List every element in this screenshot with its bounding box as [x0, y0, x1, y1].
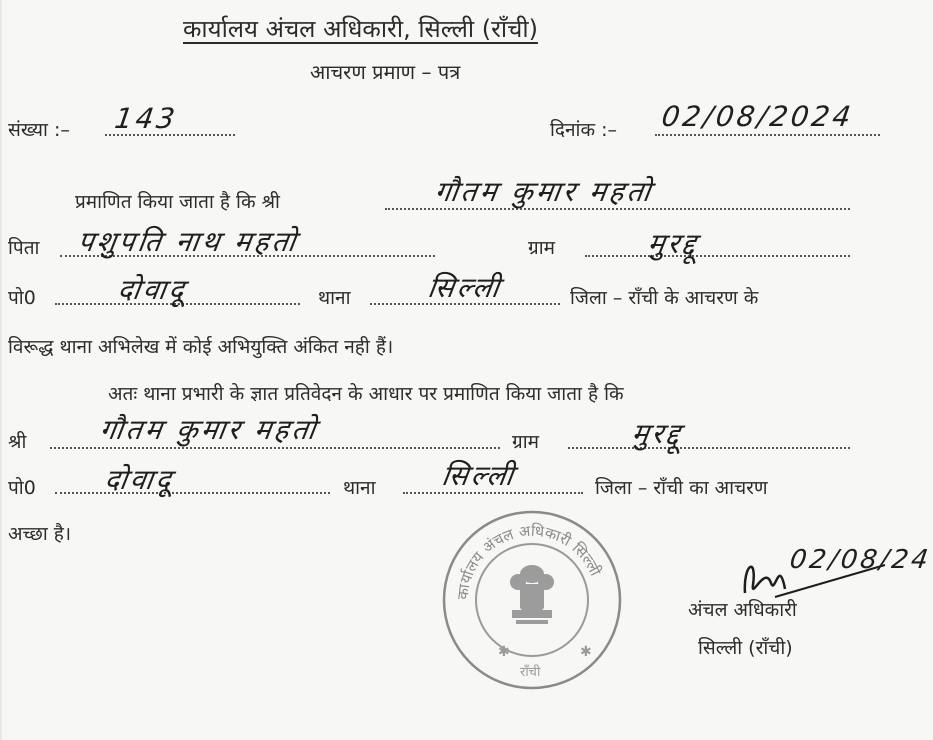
- seal-outer-text: कार्यालय अंचल अधिकारी सिल्ली: [453, 521, 605, 601]
- signatory-designation: अंचल अधिकारी: [688, 599, 797, 621]
- para1-closing: विरूद्ध थाना अभिलेख में कोई अभियुक्ति अंकित नही हैं।: [8, 336, 394, 358]
- para2-po-line: [55, 492, 330, 494]
- para2-po-value: दोवादू: [102, 463, 177, 496]
- para2-village-value: मुरद्दू: [629, 417, 685, 450]
- para1-po-label: पो0: [8, 287, 36, 309]
- number-value: 143: [112, 102, 180, 135]
- father-value: पशुपति नाथ महतो: [75, 225, 301, 258]
- para1-village-line: [585, 255, 850, 257]
- para2-name-value: गौतम कुमार महतो: [97, 413, 321, 446]
- para2-po-label: पो0: [8, 477, 36, 499]
- para2-village-line: [568, 447, 850, 449]
- para2-police-label: थाना: [343, 477, 376, 499]
- para2-shri-label: श्री: [8, 431, 27, 453]
- para1-police-value: सिल्ली: [425, 271, 505, 304]
- para1-village-label: ग्राम: [528, 237, 555, 259]
- para2-closing: अच्छा है।: [8, 523, 72, 545]
- seal-star-right-icon: ✱: [580, 644, 592, 660]
- para1-po-value: दोवादू: [115, 273, 190, 306]
- para1-village-value: मुरद्दू: [645, 227, 701, 260]
- page-edge: [0, 0, 2, 740]
- seal-bottom-text: राँची: [520, 665, 541, 680]
- para1-intro: प्रमाणित किया जाता है कि श्री: [75, 191, 280, 213]
- office-title: कार्यालय अंचल अधिकारी, सिल्ली (राँची): [183, 15, 538, 43]
- certificate-title: आचरण प्रमाण – पत्र: [310, 60, 461, 84]
- signature-date: 02/08/24: [787, 545, 933, 575]
- para2-intro: अतः थाना प्रभारी के ज्ञात प्रतिवेदन के आधार पर प्रमाणित किया जाता है कि: [108, 383, 624, 405]
- father-label: पिता: [8, 237, 40, 259]
- date-dotted-line: [655, 134, 880, 136]
- seal-star-left-icon: ✱: [498, 644, 510, 660]
- para2-police-value: सिल्ली: [439, 459, 519, 492]
- para1-name-value: गौतम कुमार महतो: [432, 175, 656, 208]
- para1-district-text: जिला – राँची के आचरण के: [570, 287, 759, 309]
- emblem-icon: [510, 565, 554, 624]
- date-value: 02/08/2024: [659, 100, 856, 133]
- para2-village-label: ग्राम: [512, 431, 539, 453]
- signatory-location: सिल्ली (राँची): [698, 637, 793, 659]
- official-seal: [440, 508, 625, 693]
- number-label: संख्या :–: [8, 119, 70, 141]
- para1-police-label: थाना: [318, 287, 351, 309]
- para2-district-text: जिला – राँची का आचरण: [595, 477, 768, 499]
- date-label: दिनांक :–: [550, 119, 618, 141]
